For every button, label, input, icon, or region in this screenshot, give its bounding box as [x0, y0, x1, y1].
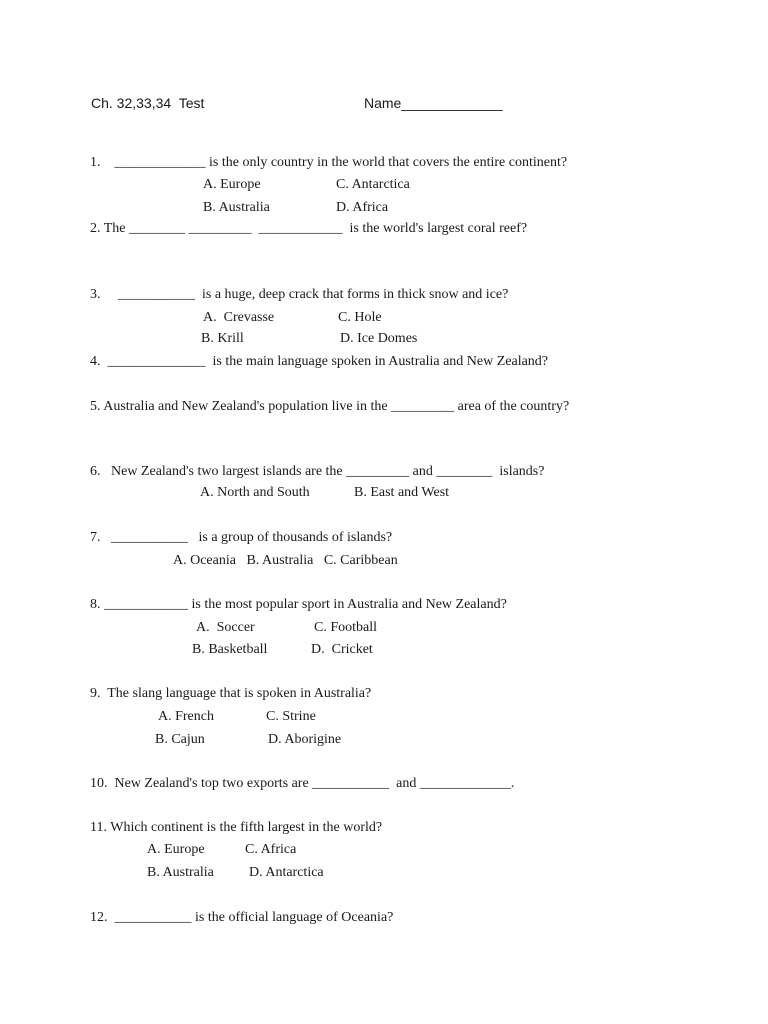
question-1: 1. _____________ is the only country in the world that covers the entire continent? [90, 155, 568, 170]
q11-option-c: C. Africa [245, 842, 297, 857]
question-11: 11. Which continent is the fifth largest in the world? [90, 820, 383, 835]
question-5: 5. Australia and New Zealand's population live in the _________ area of the country? [90, 399, 570, 414]
q9-option-a: A. French [158, 709, 214, 724]
question-2: 2. The ________ _________ ____________ is the world's largest coral reef? [90, 221, 528, 236]
q11-option-d: D. Antarctica [249, 865, 324, 880]
q11-option-b: B. Australia [147, 865, 214, 880]
question-3: 3. ___________ is a huge, deep crack that forms in thick snow and ice? [90, 287, 509, 302]
q9-option-d: D. Aborigine [268, 732, 342, 747]
q8-option-b: B. Basketball [192, 642, 268, 657]
question-8: 8. ____________ is the most popular sport in Australia and New Zealand? [90, 597, 507, 612]
q9-option-b: B. Cajun [155, 732, 205, 747]
question-7: 7. ___________ is a group of thousands of islands? [90, 530, 393, 545]
q6-option-b: B. East and West [354, 485, 450, 500]
q3-option-c: C. Hole [338, 310, 382, 325]
q7-options: A. Oceania B. Australia C. Caribbean [173, 553, 398, 568]
q11-option-a: A. Europe [147, 842, 205, 857]
q1-option-d: D. Africa [336, 200, 389, 215]
q9-option-c: C. Strine [266, 709, 316, 724]
q1-option-c: C. Antarctica [336, 177, 410, 192]
q1-option-b: B. Australia [203, 200, 270, 215]
q6-option-a: A. North and South [200, 485, 310, 500]
question-6: 6. New Zealand's two largest islands are the _________ and ________ islands? [90, 464, 545, 479]
q8-option-d: D. Cricket [311, 642, 373, 657]
q8-option-a: A. Soccer [196, 620, 255, 635]
question-10: 10. New Zealand's top two exports are ___________ and _____________. [90, 776, 515, 791]
question-12: 12. ___________ is the official language of Oceania? [90, 910, 394, 925]
q1-option-a: A. Europe [203, 177, 261, 192]
question-9: 9. The slang language that is spoken in Australia? [90, 686, 372, 701]
name-field-label: Name_____________ [364, 95, 503, 111]
q8-option-c: C. Football [314, 620, 378, 635]
question-4: 4. ______________ is the main language spoken in Australia and New Zealand? [90, 354, 549, 369]
test-title: Ch. 32,33,34 Test [91, 95, 205, 111]
q3-option-b: B. Krill [201, 331, 244, 346]
q3-option-d: D. Ice Domes [340, 331, 418, 346]
q3-option-a: A. Crevasse [203, 310, 275, 325]
